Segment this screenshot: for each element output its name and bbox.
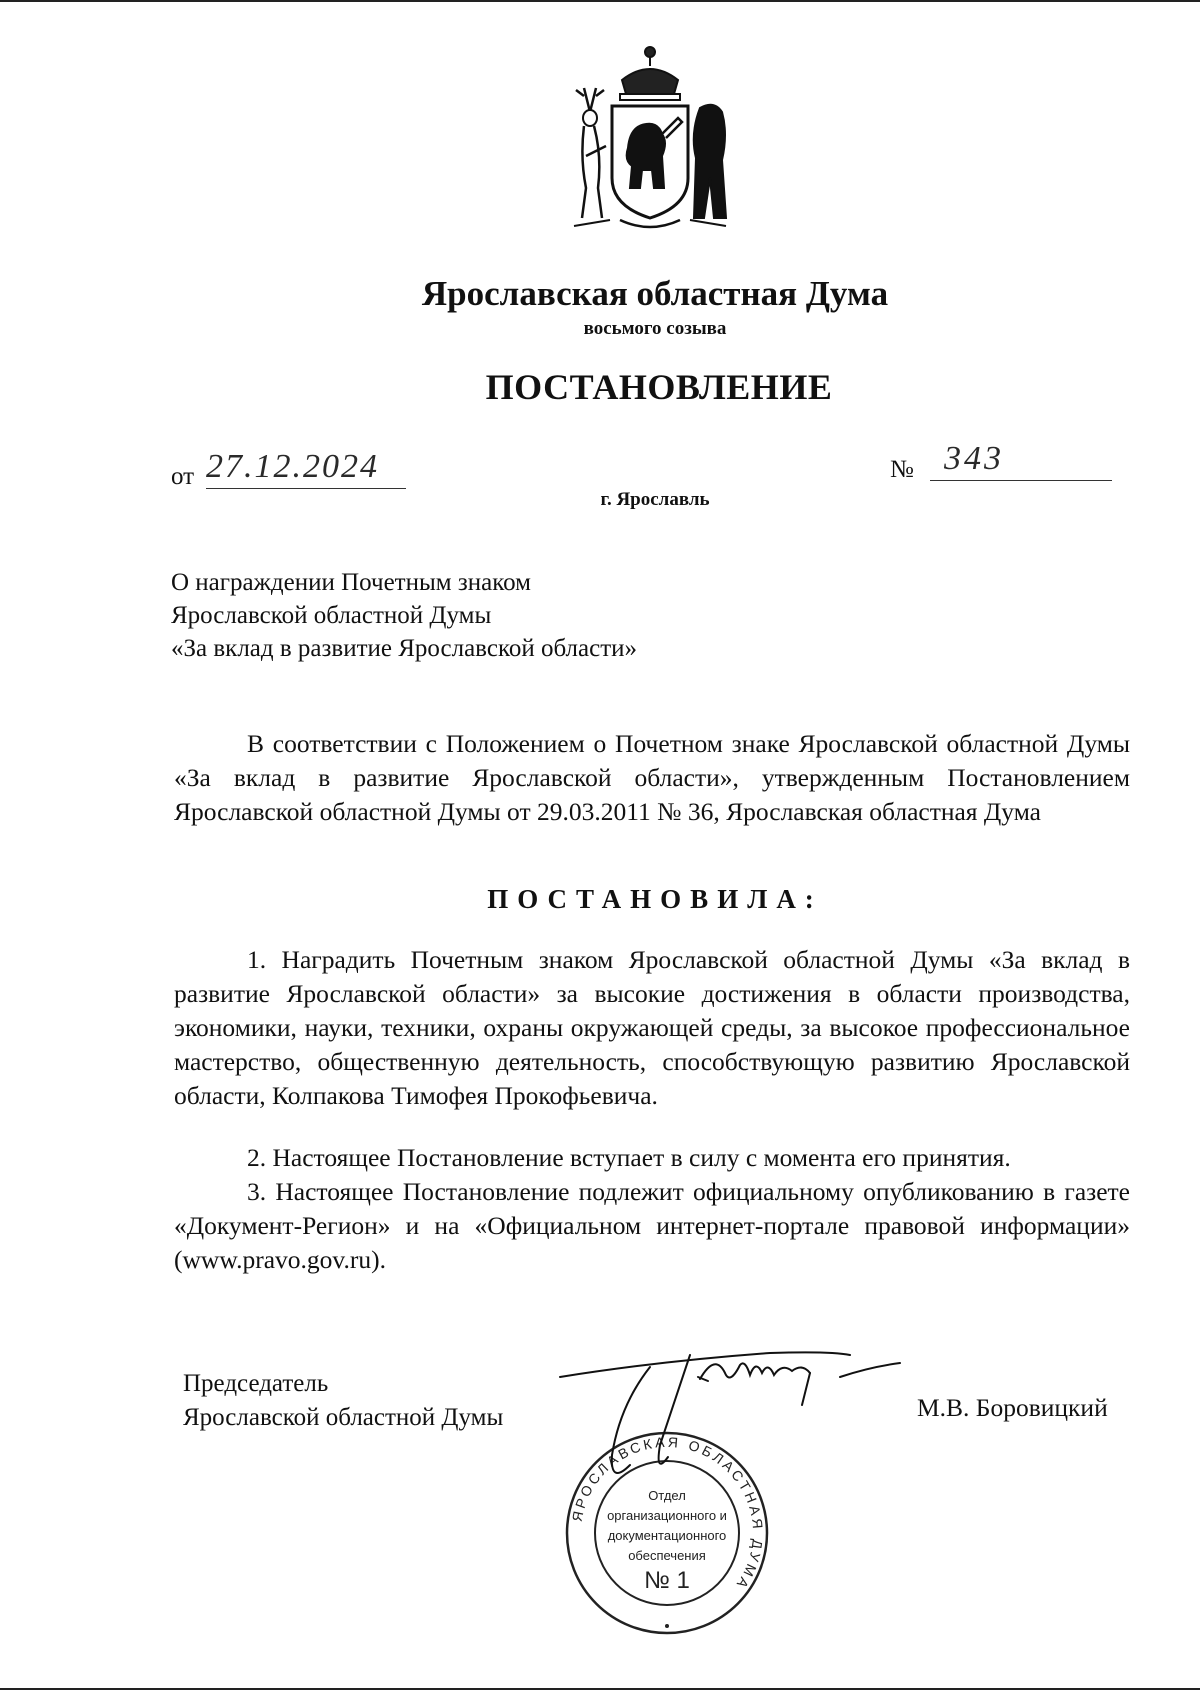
subject-line: Ярославской областной Думы	[171, 602, 492, 629]
coat-of-arms-icon	[550, 38, 750, 238]
signer-name: М.В. Боровицкий	[917, 1393, 1108, 1422]
resolution-item-1: 1. Наградить Почетным знаком Ярославской областной Думы «За вклад в развитие Ярославской области» за высокие достижения в области производства, экономики, науки, техники, охраны окружающей среды, за высокое профессиональное мастерство, общественную деятельность, способствующую развитию Ярославской области, Колпакова Тимофея Прокофьевича.	[174, 945, 1130, 1110]
stamp-line: организационного и	[607, 1508, 727, 1523]
subject-line: О награждении Почетным знаком	[171, 569, 531, 596]
date-prefix: от	[171, 463, 195, 490]
document-date: 27.12.2024	[206, 446, 406, 489]
signer-position	[183, 1367, 503, 1435]
subject-line: «За вклад в развитие Ярославской области»	[171, 635, 638, 662]
stamp-line: документационного	[607, 1528, 727, 1543]
stamp-ring-text: ЯРОСЛАВСКАЯ ОБЛАСТНАЯ ДУМА	[568, 1433, 767, 1594]
organization-title: Ярославская областная Дума	[421, 274, 889, 313]
signer-position-line: Ярославской областной Думы	[183, 1404, 504, 1431]
signer-position-line: Председатель	[183, 1370, 329, 1397]
document-number: 343	[930, 438, 1112, 481]
resolved-heading: ПОСТАНОВИЛА:	[487, 884, 823, 914]
resolution-item-2: 2. Настоящее Постановление вступает в силу с момента его принятия.	[247, 1143, 1011, 1172]
city-label: г. Ярославль	[600, 489, 710, 510]
stamp-number: № 1	[644, 1567, 690, 1594]
document-subject	[171, 566, 637, 665]
handwritten-signature	[540, 1345, 940, 1495]
resolution-item-3: 3. Настоящее Постановление подлежит официальному опубликованию в газете «Документ-Регион» и на «Официальном интернет-портале правовой информации» (www.pravo.gov.ru).	[174, 1177, 1130, 1274]
stamp-line: обеспечения	[628, 1548, 706, 1563]
convocation-label: восьмого созыва	[583, 318, 727, 339]
stamp-line: Отдел	[648, 1488, 686, 1503]
number-prefix: №	[890, 456, 914, 483]
preamble-paragraph: В соответствии с Положением о Почетном знаке Ярославской областной Думы «За вклад в развитие Ярославской области», утвержденным Постановлением Ярославской областной Думы от 29.03.2011 № 36, Ярославская областная Дума	[174, 729, 1130, 826]
document-type-title: ПОСТАНОВЛЕНИЕ	[485, 367, 833, 407]
